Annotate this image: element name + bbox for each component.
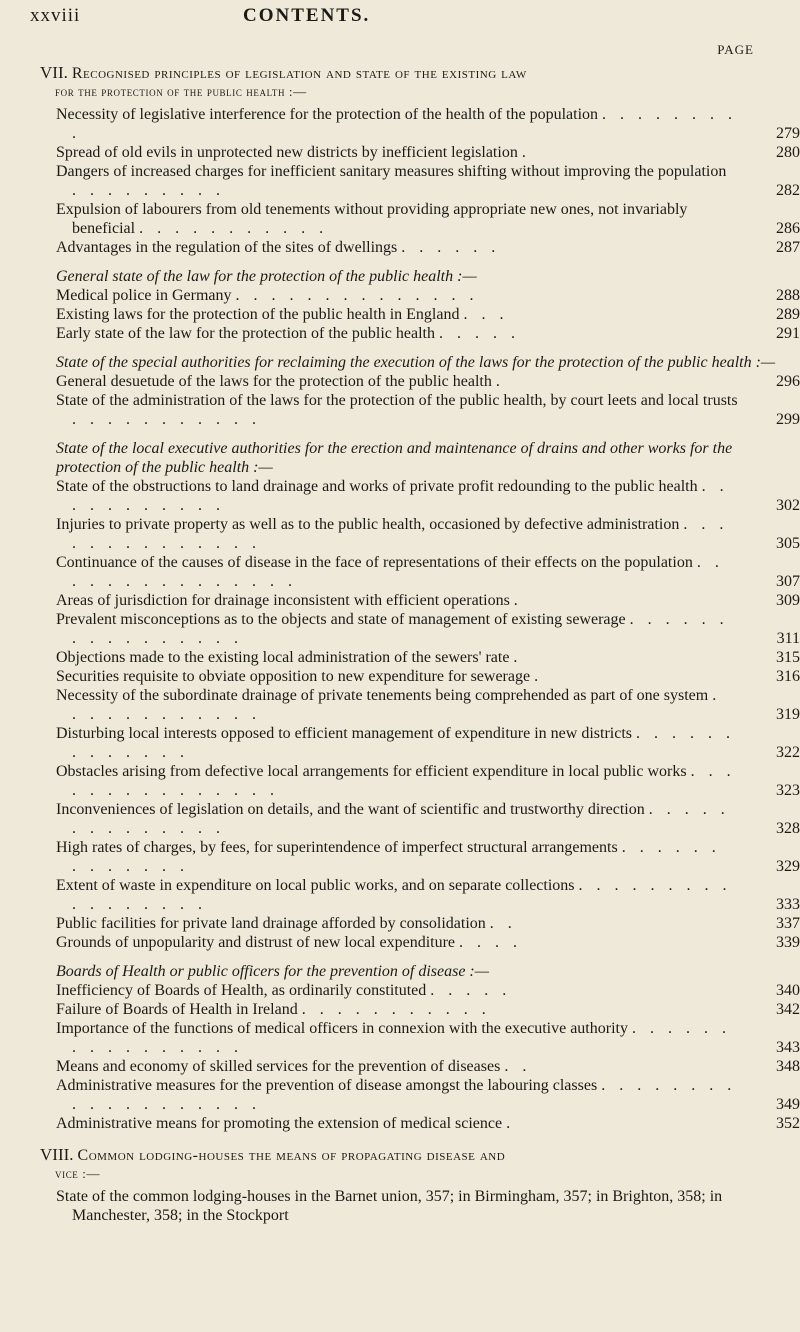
page-number: 342 — [776, 1001, 800, 1018]
page-number: 296 — [776, 373, 800, 390]
leader-dots: . . . . . . . . . . . . . . . — [72, 763, 736, 799]
toc-entry — [56, 477, 800, 515]
chapter-title: Recognised principles of legislation and state of the existing law — [71, 65, 527, 82]
toc-entry — [56, 1019, 800, 1057]
toc-entry — [56, 724, 800, 762]
page-number: 339 — [776, 934, 800, 951]
leader-dots: . . . . . — [438, 325, 520, 342]
chapter-subtitle: for the protection of the public health :— — [55, 84, 307, 99]
toc-entry — [56, 667, 800, 686]
leader-dots: . . . — [463, 306, 509, 323]
entry-text: Means and economy of skilled services for the prevention of diseases — [56, 1058, 501, 1075]
page-title: CONTENTS. — [243, 5, 371, 26]
page-number: 309 — [776, 592, 800, 609]
entry-text: Injuries to private property as well as to the public health, occasioned by defective administration — [56, 516, 680, 533]
entry-text: Extent of waste in expenditure on local public works, and on separate collections — [56, 877, 575, 894]
toc-entry — [56, 143, 800, 162]
entry-text: Areas of jurisdiction for drainage inconsistent with efficient operations — [56, 592, 510, 609]
entry-text: Existing laws for the protection of the public health in England — [56, 306, 460, 323]
toc-entry — [56, 200, 800, 238]
page-number: 323 — [776, 782, 800, 799]
toc-entry — [56, 105, 800, 143]
entry-text: Objections made to the existing local administration of the sewers' rate — [56, 649, 510, 666]
chapter-heading — [40, 63, 746, 83]
leader-dots: . — [506, 1115, 516, 1132]
page-number: 305 — [776, 535, 800, 552]
entry-text: General desuetude of the laws for the protection of the public health — [56, 373, 492, 390]
page-number: 288 — [776, 287, 800, 304]
general-state-entries — [0, 286, 800, 343]
entry-text: Inefficiency of Boards of Health, as ordinarily constituted — [56, 982, 427, 999]
special-authorities-entries — [0, 372, 800, 429]
leader-dots: . . . . . . . . . . . . — [72, 687, 722, 723]
entry-text: Continuance of the causes of disease in the face of representations of their effects on the population — [56, 554, 693, 571]
boards-of-health-entries — [0, 981, 800, 1133]
toc-entry — [56, 1057, 800, 1076]
entry-text: Advantages in the regulation of the sites of dwellings — [56, 239, 398, 256]
page-number: 311 — [776, 630, 800, 647]
entry-text: Medical police in Germany — [56, 287, 232, 304]
entry-text: Spread of old evils in unprotected new districts by inefficient legislation — [56, 144, 518, 161]
entry-text: Grounds of unpopularity and distrust of new local expenditure — [56, 934, 456, 951]
page-number: 340 — [776, 982, 800, 999]
chapter-number: VIII. — [40, 1145, 74, 1164]
entry-text: Prevalent misconceptions as to the objects and state of management of existing sewerage — [56, 611, 626, 628]
entry-text: Failure of Boards of Health in Ireland — [56, 1001, 298, 1018]
toc-entry — [56, 876, 800, 914]
entry-text: Expulsion of labourers from old tenements without providing appropriate new ones, not invariably beneficial — [56, 201, 688, 237]
leader-dots: . . . . . . . . . . . — [301, 1001, 491, 1018]
toc-entry — [56, 981, 800, 1000]
page-number: 349 — [776, 1096, 800, 1113]
toc-entry — [56, 914, 800, 933]
page-column-label: PAGE — [717, 42, 754, 57]
toc-entry — [56, 553, 800, 591]
section-heading-boards-of-health: Boards of Health or public officers for the prevention of disease :— — [56, 963, 489, 980]
chapter-title: Common lodging-houses the means of propagating disease and — [77, 1147, 506, 1164]
entry-text: State of the obstructions to land drainage and works of private profit redounding to the public health — [56, 478, 698, 495]
leader-dots: . . . . . . . . . . . . . . . . . — [72, 877, 732, 913]
toc-entry — [56, 305, 800, 324]
page-number: 322 — [776, 744, 800, 761]
leader-dots: . . — [504, 1058, 532, 1075]
chapter-heading — [40, 1145, 746, 1165]
toc-entry — [56, 324, 800, 343]
page-number: 333 — [776, 896, 800, 913]
page-number: 329 — [776, 858, 800, 875]
page-number: 315 — [776, 649, 800, 666]
leader-dots: . . . . . . . . . . . — [139, 220, 329, 237]
page-number: 291 — [776, 325, 800, 342]
page-number: 328 — [776, 820, 800, 837]
toc-entry — [56, 238, 800, 257]
leader-dots: . . . . . . . . . . . . . . — [72, 801, 730, 837]
toc-entry — [56, 1187, 800, 1225]
page-number: 282 — [776, 182, 800, 199]
entry-text: Administrative means for promoting the extension of medical science — [56, 1115, 503, 1132]
leader-dots: . . . . . . . . . . . . . . . . — [72, 611, 729, 647]
entry-text: Securities requisite to obviate opposition to new expenditure for sewerage — [56, 668, 531, 685]
leader-dots: . . . . . . . . . . . . . . — [235, 287, 479, 304]
leader-dots: . . . . . . . . . — [72, 106, 738, 142]
leader-dots: . . . . . . . . . . . . . — [72, 839, 721, 875]
leader-dots: . . . . — [459, 934, 523, 951]
section-heading-general-state: General state of the law for the protection of the public health :— — [56, 268, 477, 285]
entry-text: Early state of the law for the protection of the public health — [56, 325, 435, 342]
toc-entry — [56, 372, 800, 391]
page-number: 280 — [776, 144, 800, 161]
toc-entry — [56, 286, 800, 305]
leader-dots: . . . . . . . . . . . . . . — [72, 516, 729, 552]
chapter-vii-entries — [0, 105, 800, 257]
entry-text: Importance of the functions of medical officers in connexion with the executive authority — [56, 1020, 628, 1037]
running-header — [0, 5, 800, 29]
page-number: 352 — [776, 1115, 800, 1132]
leader-dots: . — [513, 592, 523, 609]
entry-text: Public facilities for private land drainage afforded by consolidation — [56, 915, 486, 932]
leader-dots: . . . . . . . . . . . . . . . . — [72, 1020, 731, 1056]
toc-entry — [56, 648, 800, 667]
toc-entry — [56, 391, 800, 429]
leader-dots: . . . . . . — [401, 239, 501, 256]
leader-dots: . — [513, 649, 523, 666]
chapter-vii — [0, 63, 800, 100]
page-number: 343 — [776, 1039, 800, 1056]
local-executive-entries — [0, 477, 800, 952]
toc-entry — [56, 762, 800, 800]
entry-text: High rates of charges, by fees, for superintendence of imperfect structural arrangements — [56, 839, 618, 856]
leader-dots: . . . . . . . . . . . . . . . . . . . — [72, 1077, 737, 1113]
section-heading-special-authorities: State of the special authorities for reclaiming the execution of the laws for the protection of the public health :— — [56, 354, 776, 371]
entry-text: Disturbing local interests opposed to efficient management of expenditure in new districts — [56, 725, 632, 742]
entry-text: Inconveniences of legislation on details, and the want of scientific and trustworthy direction — [56, 801, 645, 818]
toc-entry — [56, 838, 800, 876]
leader-dots: . — [495, 373, 505, 390]
page-number: 348 — [776, 1058, 800, 1075]
entry-text: Necessity of the subordinate drainage of private tenements being comprehended as part of one system — [56, 687, 709, 704]
page-number: 279 — [776, 125, 800, 142]
chapter-viii — [0, 1145, 800, 1182]
page-number: 289 — [776, 306, 800, 323]
page-number: 319 — [776, 706, 800, 723]
toc-entry — [56, 933, 800, 952]
leader-dots: . . . . . . . . . . . . . — [72, 725, 735, 761]
entry-text: Necessity of legislative interference for the protection of the health of the population — [56, 106, 599, 123]
toc-entry — [56, 515, 800, 553]
toc-entry — [56, 1114, 800, 1133]
page-number: 337 — [776, 915, 800, 932]
leader-dots: . . . . . . . . . . . — [72, 478, 729, 514]
leader-dots: . . . . . . . . . . . . . . . — [72, 554, 724, 590]
chapter-number: VII. — [40, 63, 68, 82]
entry-text: Dangers of increased charges for inefficient sanitary measures shifting without improving the population — [56, 163, 727, 180]
toc-entry — [56, 686, 800, 724]
page-number: 299 — [776, 411, 800, 428]
leader-dots: . . — [489, 915, 517, 932]
toc-entry — [56, 800, 800, 838]
toc-entry — [56, 591, 800, 610]
toc-entry — [56, 162, 800, 200]
page-number: 316 — [776, 668, 800, 685]
toc-entry — [56, 610, 800, 648]
leader-dots: . . . . . . . . . . . — [72, 411, 261, 428]
leader-dots: . — [521, 144, 531, 161]
entry-text: State of the administration of the laws for the protection of the public health, by court leets and local trusts — [56, 392, 738, 409]
roman-page-number: xxviii — [30, 5, 81, 26]
page-number: 287 — [776, 239, 800, 256]
section-heading-local-executive: State of the local executive authorities for the erection and maintenance of drains and other works for the protection of the public health :— — [56, 440, 733, 476]
entry-text: State of the common lodging-houses in the Barnet union, 357; in Birmingham, 357; in Brighton, 358; in Manchester, 358; in the Stockport — [56, 1188, 723, 1224]
contents-body — [0, 63, 800, 1225]
page-number: 307 — [776, 573, 800, 590]
entry-text: Administrative measures for the prevention of disease amongst the labouring classes — [56, 1077, 598, 1094]
leader-dots: . — [534, 668, 544, 685]
leader-dots: . . . . . — [430, 982, 512, 999]
toc-entry — [56, 1000, 800, 1019]
page-number: 302 — [776, 497, 800, 514]
chapter-subtitle: vice :— — [55, 1166, 101, 1181]
toc-entry — [56, 1076, 800, 1114]
entry-text: Obstacles arising from defective local arrangements for efficient expenditure in local public works — [56, 763, 687, 780]
page-number: 286 — [776, 220, 800, 237]
leader-dots: . . . . . . . . . — [72, 182, 225, 199]
